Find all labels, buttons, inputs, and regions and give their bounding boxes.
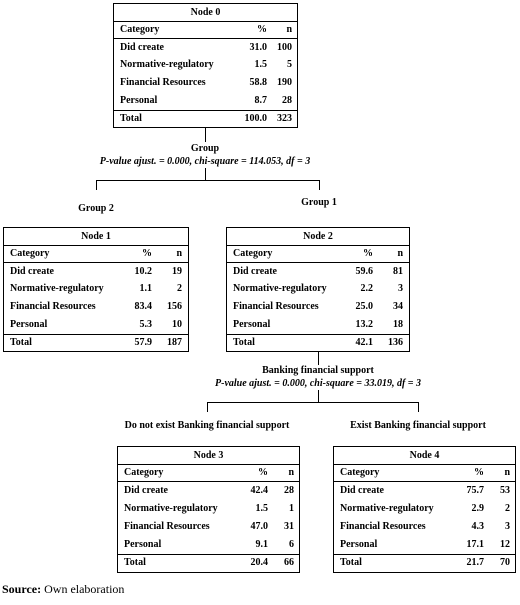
table-row xyxy=(227,299,409,315)
header-category: Category xyxy=(120,24,160,35)
node-title: Node 1 xyxy=(4,228,188,246)
table-row xyxy=(114,93,297,109)
table-total xyxy=(334,554,515,571)
row-n: 156 xyxy=(167,301,182,312)
row-n: 18 xyxy=(393,319,403,330)
row-pct: 58.8 xyxy=(249,77,267,88)
row-category: Financial Resources xyxy=(124,521,210,532)
table-row xyxy=(118,483,299,499)
total-n: 136 xyxy=(388,337,403,348)
connector-line xyxy=(318,390,319,402)
table-row xyxy=(114,40,297,56)
header-n: n xyxy=(286,24,292,35)
connector-line xyxy=(205,168,206,180)
header-n: n xyxy=(397,248,403,259)
table-row xyxy=(114,57,297,73)
row-category: Personal xyxy=(10,319,48,330)
row-n: 19 xyxy=(172,266,182,277)
table-row xyxy=(334,501,515,517)
connector-line xyxy=(319,180,320,190)
row-n: 28 xyxy=(284,485,294,496)
source-text: Own elaboration xyxy=(41,582,125,596)
table-total xyxy=(4,334,188,351)
row-n: 2 xyxy=(505,503,510,514)
node-0 xyxy=(113,3,298,128)
row-pct: 5.3 xyxy=(139,319,152,330)
table-header xyxy=(118,465,299,482)
row-category: Personal xyxy=(340,539,378,550)
table-row xyxy=(334,483,515,499)
row-category: Did create xyxy=(340,485,384,496)
row-category: Personal xyxy=(120,95,158,106)
row-n: 28 xyxy=(282,95,292,106)
total-n: 323 xyxy=(277,113,292,124)
header-pct: % xyxy=(142,248,152,259)
connector-line xyxy=(318,352,319,365)
source-note xyxy=(2,582,124,597)
table-row xyxy=(227,317,409,333)
header-pct: % xyxy=(363,248,373,259)
node-4 xyxy=(333,446,516,573)
total-label: Total xyxy=(120,113,142,124)
branch-label-no-banking-support: Do not exist Banking financial support xyxy=(124,420,290,431)
table-header xyxy=(4,246,188,263)
row-pct: 1.5 xyxy=(254,59,267,70)
table-row xyxy=(227,281,409,297)
row-pct: 42.4 xyxy=(250,485,268,496)
branch-label-group-2: Group 2 xyxy=(78,203,114,214)
total-pct: 42.1 xyxy=(355,337,373,348)
table-row xyxy=(4,281,188,297)
table-row xyxy=(4,264,188,280)
row-category: Financial Resources xyxy=(120,77,206,88)
row-n: 190 xyxy=(277,77,292,88)
row-n: 1 xyxy=(289,503,294,514)
row-n: 10 xyxy=(172,319,182,330)
row-n: 3 xyxy=(398,283,403,294)
node-title: Node 4 xyxy=(334,447,515,465)
header-pct: % xyxy=(258,467,268,478)
row-pct: 83.4 xyxy=(134,301,152,312)
connector-line xyxy=(207,402,419,403)
row-category: Financial Resources xyxy=(233,301,319,312)
table-header xyxy=(114,22,297,39)
total-label: Total xyxy=(340,557,362,568)
total-pct: 57.9 xyxy=(134,337,152,348)
row-n: 6 xyxy=(289,539,294,550)
node-title: Node 0 xyxy=(114,4,297,22)
header-pct: % xyxy=(257,24,267,35)
table-row xyxy=(4,317,188,333)
table-row xyxy=(4,299,188,315)
row-category: Normative-regulatory xyxy=(233,283,327,294)
table-row xyxy=(114,75,297,91)
connector-line xyxy=(418,402,419,412)
row-pct: 4.3 xyxy=(471,521,484,532)
row-pct: 10.2 xyxy=(134,266,152,277)
header-n: n xyxy=(288,467,294,478)
row-n: 53 xyxy=(500,485,510,496)
table-total xyxy=(227,334,409,351)
row-pct: 59.6 xyxy=(355,266,373,277)
total-label: Total xyxy=(233,337,255,348)
row-pct: 31.0 xyxy=(249,42,267,53)
source-label: Source: xyxy=(2,582,42,596)
row-pct: 75.7 xyxy=(466,485,484,496)
row-category: Normative-regulatory xyxy=(120,59,214,70)
table-total xyxy=(118,554,299,571)
table-row xyxy=(118,537,299,553)
total-n: 66 xyxy=(284,557,294,568)
row-pct: 8.7 xyxy=(254,95,267,106)
total-pct: 20.4 xyxy=(250,557,268,568)
split-variable-label: Banking financial support xyxy=(262,365,374,376)
total-pct: 21.7 xyxy=(466,557,484,568)
row-category: Did create xyxy=(124,485,168,496)
row-pct: 17.1 xyxy=(466,539,484,550)
connector-line xyxy=(207,402,208,412)
row-category: Did create xyxy=(233,266,277,277)
header-pct: % xyxy=(474,467,484,478)
row-category: Financial Resources xyxy=(10,301,96,312)
table-total xyxy=(114,110,297,127)
table-header xyxy=(334,465,515,482)
row-n: 2 xyxy=(177,283,182,294)
total-label: Total xyxy=(124,557,146,568)
row-n: 3 xyxy=(505,521,510,532)
header-n: n xyxy=(504,467,510,478)
split-stats-label: P-value ajust. = 0.000, chi-square = 114.053, df = 3 xyxy=(99,156,311,167)
header-category: Category xyxy=(340,467,380,478)
node-title: Node 3 xyxy=(118,447,299,465)
row-n: 5 xyxy=(287,59,292,70)
row-category: Normative-regulatory xyxy=(124,503,218,514)
header-category: Category xyxy=(233,248,273,259)
header-n: n xyxy=(176,248,182,259)
row-pct: 13.2 xyxy=(355,319,373,330)
table-row xyxy=(227,264,409,280)
row-n: 34 xyxy=(393,301,403,312)
row-category: Financial Resources xyxy=(340,521,426,532)
header-category: Category xyxy=(10,248,50,259)
node-1 xyxy=(3,227,189,352)
table-row xyxy=(118,501,299,517)
node-2 xyxy=(226,227,410,352)
row-pct: 1.1 xyxy=(139,283,152,294)
table-header xyxy=(227,246,409,263)
connector-line xyxy=(205,128,206,142)
table-row xyxy=(118,519,299,535)
table-row xyxy=(334,519,515,535)
row-pct: 2.2 xyxy=(360,283,373,294)
row-category: Normative-regulatory xyxy=(340,503,434,514)
total-pct: 100.0 xyxy=(244,113,267,124)
total-label: Total xyxy=(10,337,32,348)
branch-label-banking-support: Exist Banking financial support xyxy=(350,420,486,431)
row-category: Did create xyxy=(120,42,164,53)
row-n: 100 xyxy=(277,42,292,53)
node-title: Node 2 xyxy=(227,228,409,246)
row-pct: 25.0 xyxy=(355,301,373,312)
branch-label-group-1: Group 1 xyxy=(301,197,337,208)
row-category: Did create xyxy=(10,266,54,277)
row-category: Normative-regulatory xyxy=(10,283,104,294)
total-n: 187 xyxy=(167,337,182,348)
connector-line xyxy=(96,180,97,190)
split-stats-label: P-value ajust. = 0.000, chi-square = 33.019, df = 3 xyxy=(215,378,421,389)
row-pct: 2.9 xyxy=(471,503,484,514)
node-3 xyxy=(117,446,300,573)
row-n: 12 xyxy=(500,539,510,550)
connector-line xyxy=(96,180,320,181)
split-variable-label: Group xyxy=(190,143,220,154)
total-n: 70 xyxy=(500,557,510,568)
row-n: 31 xyxy=(284,521,294,532)
table-row xyxy=(334,537,515,553)
header-category: Category xyxy=(124,467,164,478)
row-category: Personal xyxy=(124,539,162,550)
row-category: Personal xyxy=(233,319,271,330)
row-pct: 1.5 xyxy=(255,503,268,514)
row-pct: 47.0 xyxy=(250,521,268,532)
row-pct: 9.1 xyxy=(255,539,268,550)
row-n: 81 xyxy=(393,266,403,277)
